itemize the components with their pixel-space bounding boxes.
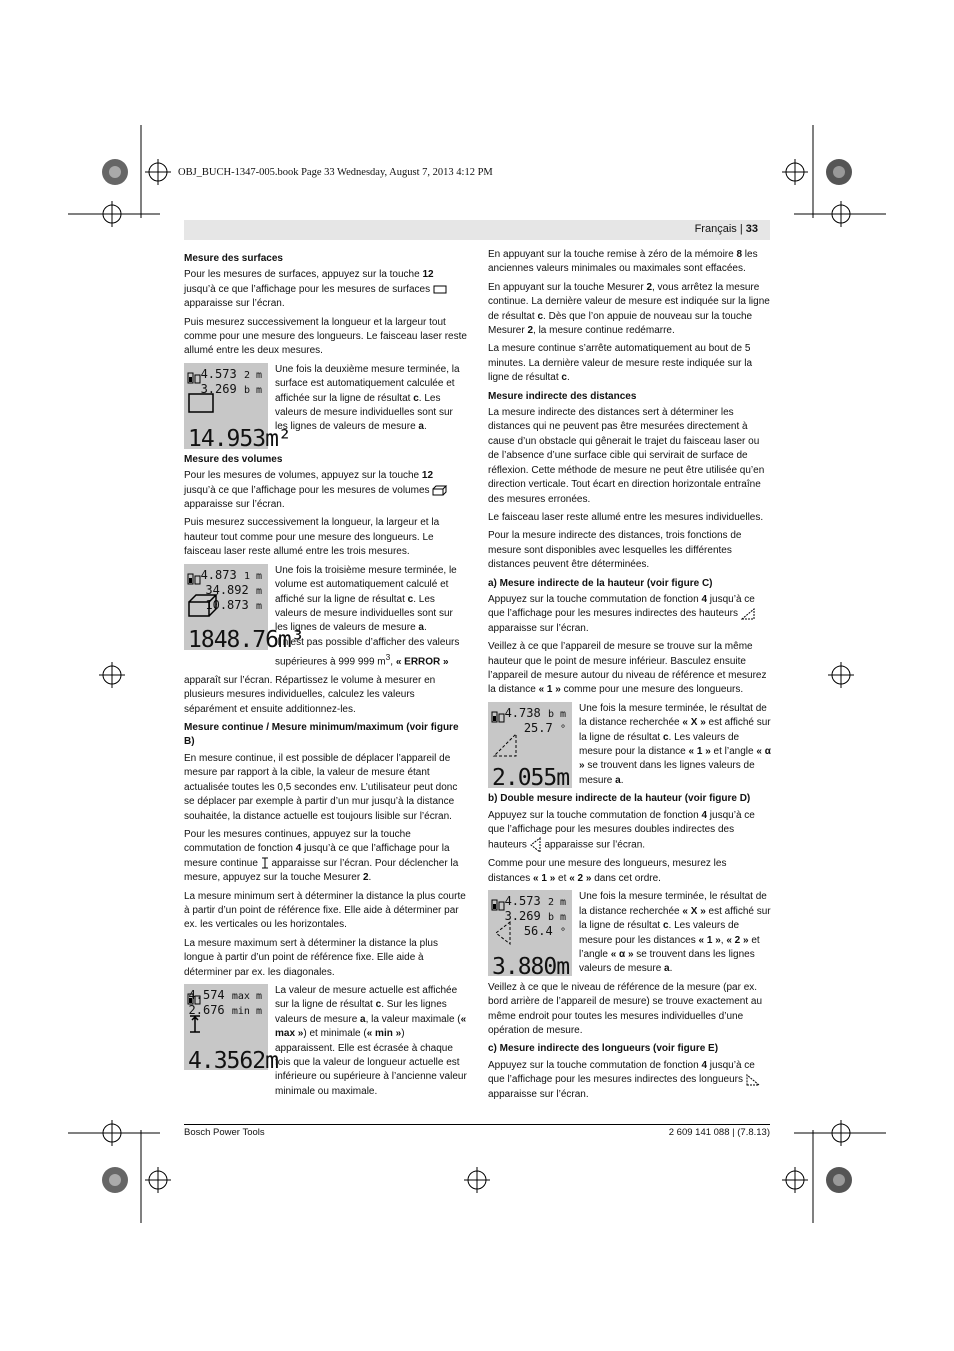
figure-caption: Une fois la mesure terminée, le résultat de la distance recherchée « X » est affiché sur la ligne de résultat c. Les valeurs de mesure pour les distances « 1 », « 2 » et l’angle « α » se trouvent dans les lignes valeurs de mesure a. [579,891,771,975]
header-language: Français [694,223,737,235]
volume-icon [188,594,218,618]
figure-caption: La valeur de mesure actuelle est affichée sur la ligne de résultat c. Sur les lignes valeurs de mesure a, la valeur maximale (« max ») et minimale (« min ») apparaissent. Elle est écrasée à chaque fois que la valeur de longueur actuelle est inférieure ou supérieure à l’ancienne valeur minimale ou maximale. [275,984,467,1097]
figure-surface [184,363,467,453]
lcd-display-indirect-height [488,702,572,792]
heading-volumes: Mesure des volumes [184,453,283,465]
paragraph: En appuyant sur la touche remise à zéro de la mémoire 8 les anciennes valeurs minimales ou maximales sont effacées. [488,249,758,275]
figure-double-indirect-height [488,890,771,980]
paragraph: Comme pour une mesure des longueurs, mesurez les distances « 1 » et « 2 » dans cet ordre. [488,858,727,884]
heading-surfaces: Mesure des surfaces [184,253,283,264]
battery-icon [187,371,201,385]
heading-indirect: Mesure indirecte des distances [488,390,637,402]
lcd-result: 2.055m [492,765,570,792]
volume-icon [432,485,448,496]
paragraph: En mesure continue, il est possible de déplacer l’appareil de mesure par rapport à la cible, la valeur de mesure étant actualisée toutes les 0,5 secondes env. L’utilisateur peut donc se déplacer par exemple à partir d’un mur jusqu’à la distance souhaitée, la distance actuelle est toujours lisible sur l’écran. [184,752,458,822]
paragraph: La mesure indirecte des distances sert à déterminer les distances qui ne peuvent pas être mesurées directement à cause d’un obstacle qui gênerait le trajet du faisceau laser ou de l’absence d’une surface cible qui servirait de surface de réflexion. Cette méthode de mesure ne peut être utilisée qu’en direction verticale. Tout écart en direction horizontale entraîne des mesures erronées. [488,407,765,505]
heading-indirect-height: a) Mesure indirecte de la hauteur (voir figure C) [488,577,713,589]
continuous-measure-icon [261,857,269,869]
paragraph: Pour les mesures de surfaces, appuyez sur la touche 12 jusqu’à ce que l’affichage pour les mesures de surfaces apparaisse sur l’écran. [184,268,467,311]
continuous-measure-icon [188,1014,202,1034]
header-text: Français | 33 [694,223,758,235]
indirect-length-icon [746,1074,760,1086]
left-column [184,248,467,1103]
lcd-display-volume [184,564,304,654]
lcd-value-2: 34.892 m [205,582,262,597]
double-indirect-height-icon [492,920,514,946]
paragraph: En appuyant sur la touche Mesurer 2, vous arrêtez la mesure continue. La dernière valeur de mesure est indiquée sur la ligne de résultat c. Dès que l’on appuie de nouveau sur la touche Mesurer 2, la mesure continue redémarre. [488,281,770,337]
battery-icon [491,898,505,912]
page-header [184,220,770,240]
lcd-result: 1848.76m³ [188,627,304,654]
lcd-result: 14.953m² [188,426,291,453]
right-column [488,248,771,1106]
lcd-value-2: 3.269 b m [504,909,566,924]
lcd-display-surface [184,363,291,453]
heading-indirect-length: c) Mesure indirecte des longueurs (voir figure E) [488,1043,719,1055]
figure-caption: Une fois la mesure terminée, le résultat de la distance recherchée « X » est affiché sur la ligne de résultat c. Les valeurs de mesure pour la distance « 1 » et l’angle « α » se trouvent dans les lignes valeurs de mesure a. [579,702,771,786]
paragraph: La mesure maximum sert à déterminer la distance la plus longue à partir d’un point de référence fixe. Elle aide à déterminer par ex. les diagonales. [184,937,438,978]
area-icon [433,285,447,294]
heading-double-indirect-height: b) Double mesure indirecte de la hauteur (voir figure D) [488,793,751,805]
battery-icon [491,710,505,724]
figure-volume [184,564,467,670]
indirect-height-icon [741,608,755,620]
paragraph: Pour les mesures continues, appuyez sur la touche commutation de fonction 4 jusqu’à ce que l’affichage pour la mesure continue apparaisse sur l’écran. Pour déclencher la mesure, appuyez sur la touche Mesurer 2. [184,828,459,884]
lcd-value-2: 3.269 b m [200,381,262,396]
lcd-value-3: 10.873 m [205,597,262,612]
lcd-value-2: 25.7 ° [523,720,566,735]
paragraph: La mesure minimum sert à déterminer la distance la plus courte à partir d’un point de référence fixe. Elle aide à déterminer par ex. les verticales ou les horizontales. [184,890,466,931]
footer-rule [184,1124,770,1125]
paragraph: Appuyez sur la touche commutation de fonction 4 jusqu’à ce que l’affichage pour les mesures doubles indirectes des hauteurs apparaisse sur l’écran. [488,809,771,854]
lcd-value-1: 4.573 2 m [504,894,566,909]
lcd-value-1: 4.873 1 m [200,567,262,582]
lcd-value-2: 2.676 min m [188,1002,262,1017]
lcd-display-double-indirect-height [488,890,572,980]
footer-brand: Bosch Power Tools [184,1127,265,1138]
paragraph: Veillez à ce que le niveau de référence de la mesure (par ex. bord arrière de l’appareil de mesure) se trouve exactement au même endroit pour toutes les mesures individuelles d’une opération de mesure. [488,981,763,1036]
figure-caption: Une fois la deuxième mesure terminée, la surface est automatiquement calculée et affichée sur la ligne de résultat c. Les valeurs de mesure individuelles sont sur les lignes de valeurs de mesure a. [275,363,460,433]
lcd-result: 3.880m [492,953,570,980]
paragraph: La mesure continue s’arrête automatiquement au bout de 5 minutes. La dernière valeur de mesure reste indiquée sur la ligne de résultat c. [488,343,753,384]
figure-caption: Une fois la troisième mesure terminée, le volume est automatiquement calculé et affiché sur la ligne de résultat c. Les valeurs de mesure individuelles sont sur les lignes de valeurs de mesure a. Il n’est pas possible d’afficher des valeurs supérieures à 999 999 $m^3$, « ERROR » [275,564,460,668]
indirect-height-icon [492,732,518,758]
paragraph: Appuyez sur la touche commutation de fonction 4 jusqu’à ce que l’affichage pour les mesures indirectes des hauteurs apparaisse sur l’écran. [488,593,755,634]
heading-continuous: Mesure continue / Mesure minimum/maximum (voir figure B) [184,722,459,748]
lcd-value-1: 4.738 b m [504,705,566,720]
figure-indirect-height [488,702,771,792]
lcd-value-3: 56.4 ° [523,924,566,939]
double-indirect-height-icon [530,837,542,853]
paragraph: Puis mesurez successivement la longueur et la largeur tout comme pour une mesure des longueurs. Le faisceau laser reste allumé entre les deux mesures. [184,316,467,357]
lcd-value-1: 4.573 2 m [200,366,262,381]
print-slug: OBJ_BUCH-1347-005.book Page 33 Wednesday, August 7, 2013 4:12 PM [178,167,493,178]
lcd-value-1: 4.574 max m [188,987,262,1002]
lcd-display-continuous [184,984,278,1074]
battery-icon [187,572,201,586]
area-icon [188,393,214,413]
figure-continuous [184,984,467,1099]
paragraph: Pour les mesures de volumes, appuyez sur la touche 12 jusqu’à ce que l’affichage pour les mesures de volumes apparaisse sur l’écran. [184,469,467,512]
lcd-result: 4.3562m [188,1047,278,1074]
paragraph: Pour la mesure indirecte des distances, trois fonctions de mesure sont disponibles avec lesquelles les différentes distances peuvent être déterminées. [488,530,742,571]
paragraph: Puis mesurez successivement la longueur, la largeur et la hauteur tout comme pour une mesure des longueurs. Le faisceau laser reste allumé entre les trois mesures. [184,517,440,558]
paragraph: Appuyez sur la touche commutation de fonction 4 jusqu’à ce que l’affichage pour les mesures indirectes des longueurs apparaisse sur l’écran. [488,1059,771,1102]
footer-doc-number: 2 609 141 088 | (7.8.13) [668,1127,770,1138]
page-number: 33 [745,223,758,235]
paragraph: apparaît sur l’écran. Répartissez le volume à mesurer en plusieurs mesures individuelles, calculez les valeurs séparément et ensuite additionnez-les. [184,674,436,715]
paragraph: Le faisceau laser reste allumé entre les mesures individuelles. [488,511,764,523]
paragraph: Veillez à ce que l’appareil de mesure se trouve sur la même hauteur que le point de mesure inférieur. Basculez ensuite l’appareil de mesure autour du niveau de référence et mesurez la distance « 1 » comme pour une mesure des longueurs. [488,641,767,696]
